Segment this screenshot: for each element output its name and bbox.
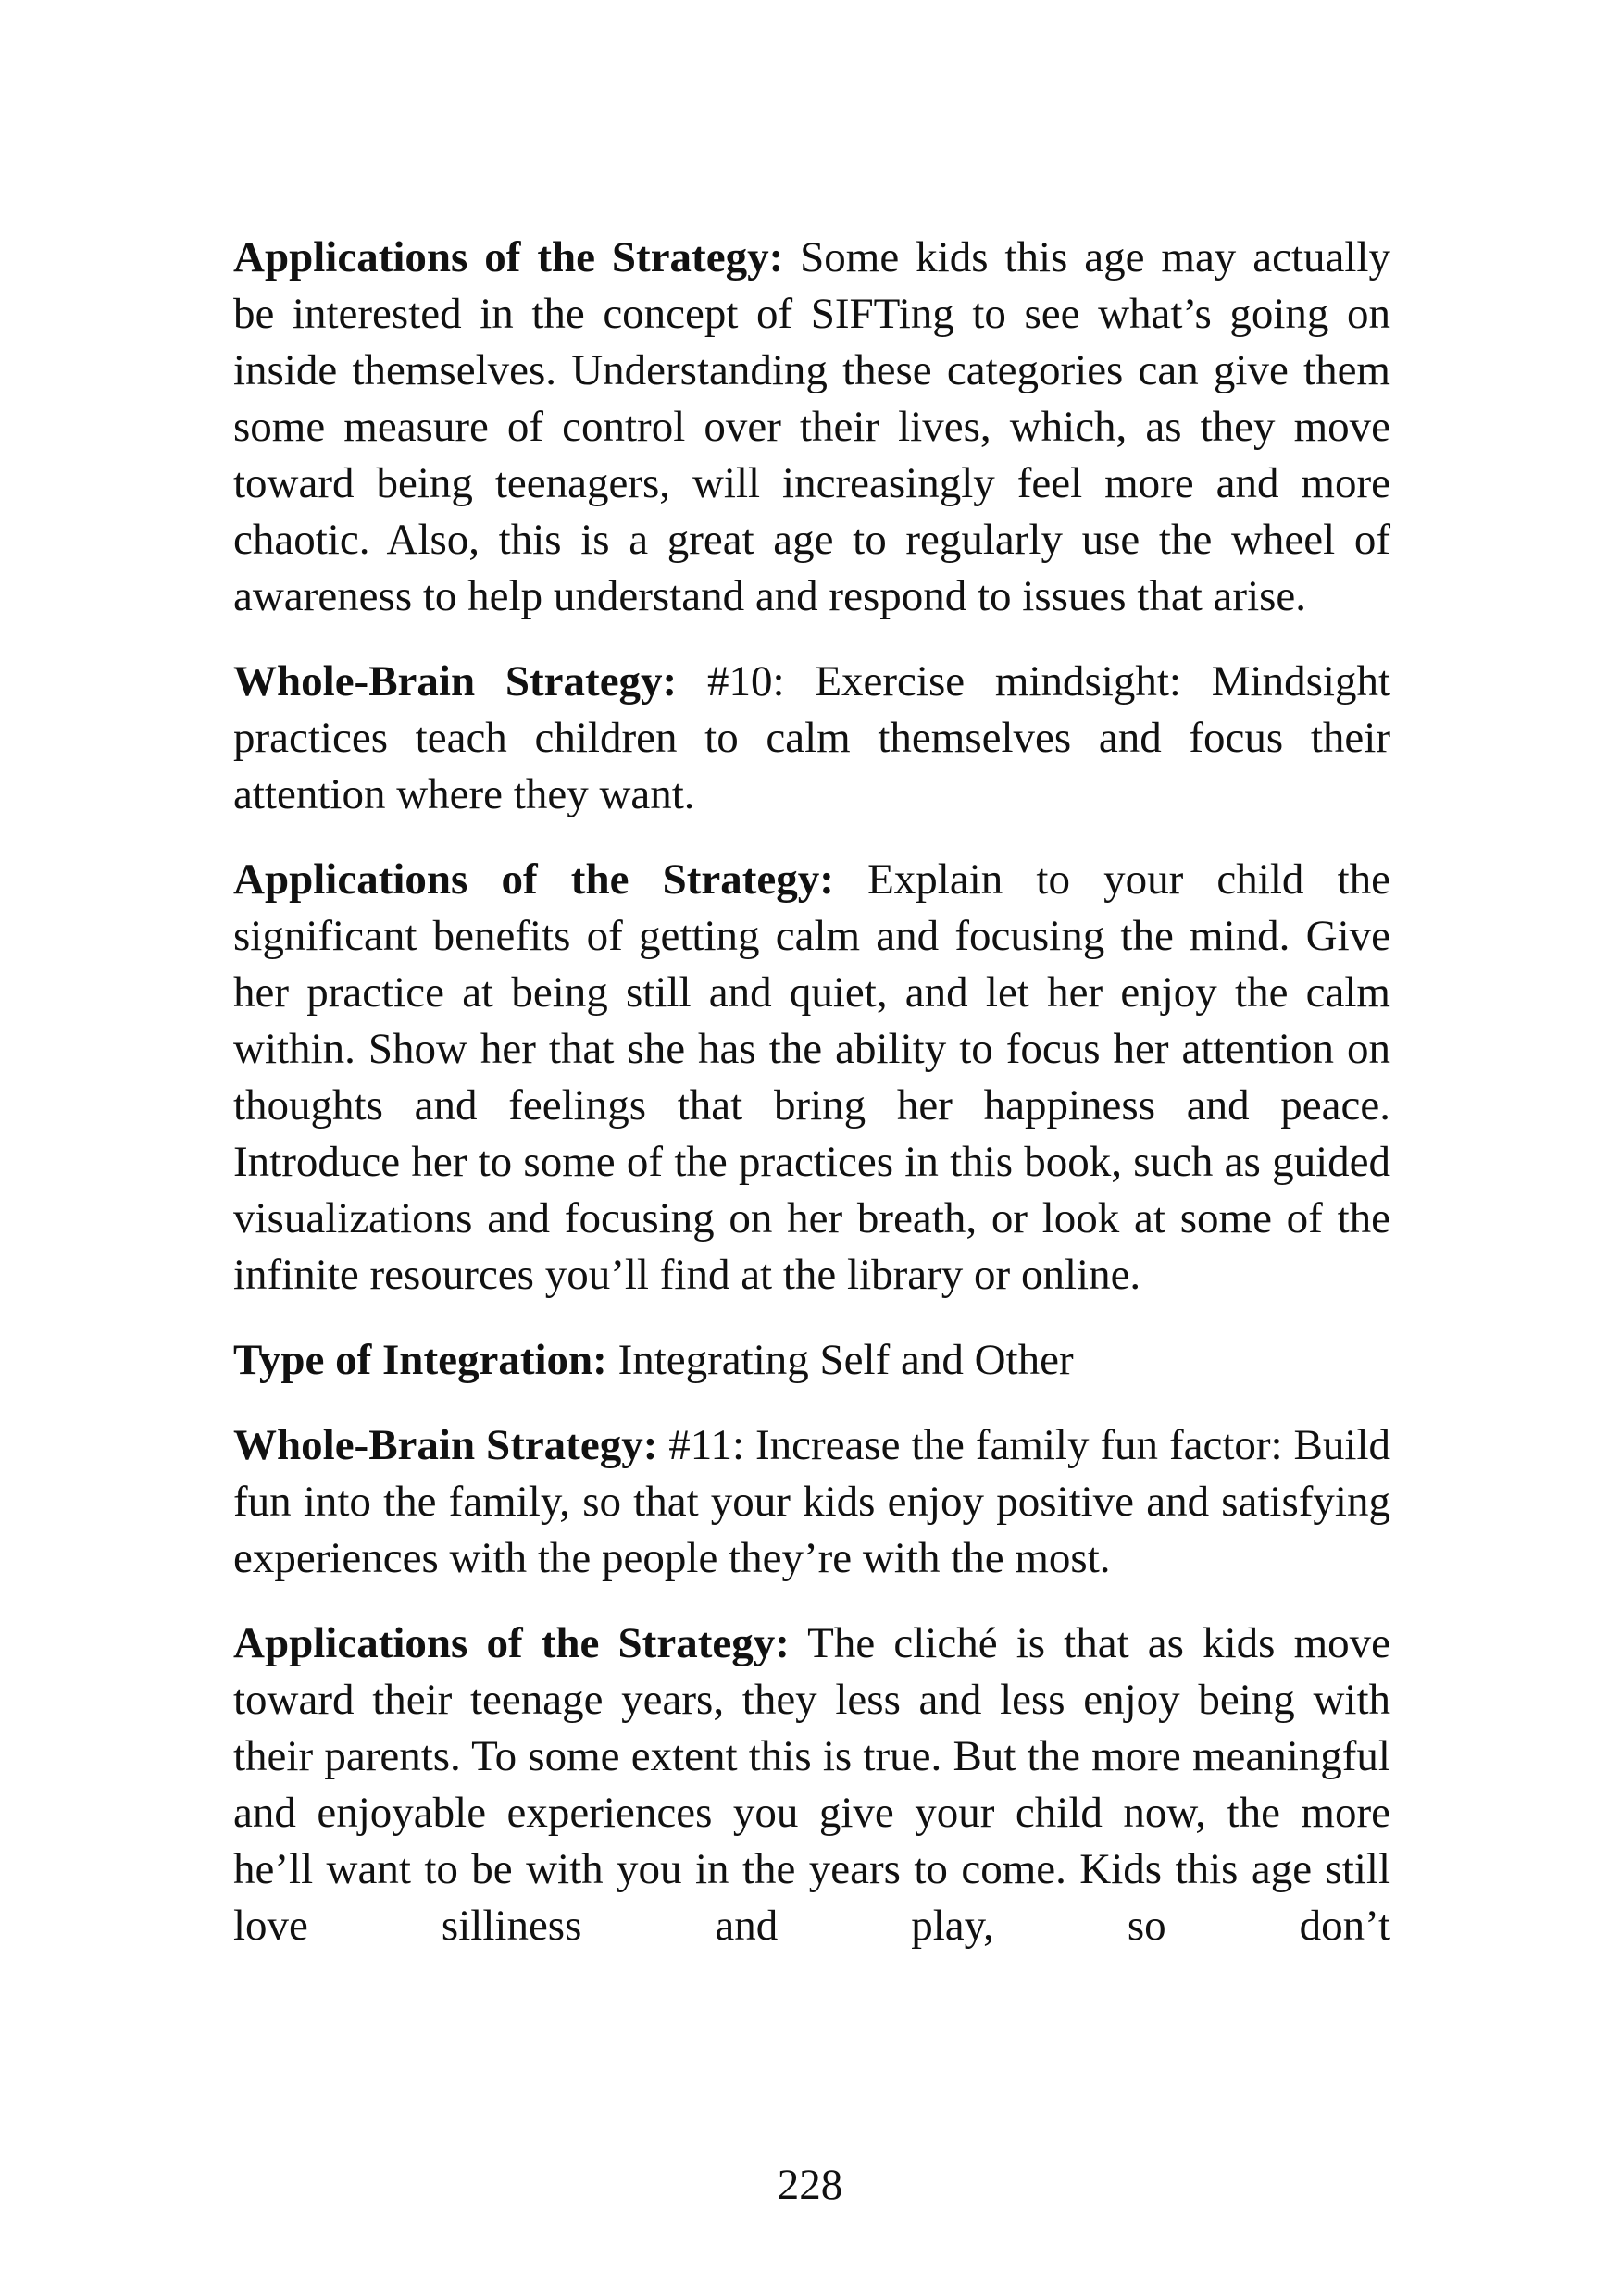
paragraph-text: Explain to your child the significant benefits of getting calm and focusing the mind. Give her practice at being still and quiet, and let her enjoy the calm within. Show her that she has the ability to focus her attention on thoughts and feelings that bring her happiness and peace. Introduce her to some of the practices in this book, such as guided visualizations and focusing on her breath, or look at some of the infinite resources you’ll find at the library or online. — [233, 855, 1390, 1299]
paragraph-applications-mindsight — [233, 852, 1390, 1304]
paragraph-label: Whole-Brain Strategy: — [233, 657, 678, 705]
paragraph-strategy-11 — [233, 1417, 1390, 1587]
paragraph-type-of-integration — [233, 1332, 1390, 1389]
paragraph-applications-sifting — [233, 230, 1390, 625]
paragraph-text: The cliché is that as kids move toward their teenage years, they less and less enjoy being with their parents. To some extent this is true. But the more meaningful and enjoyable experiences you give your child now, the more he’ll want to be with you in the years to come. Kids this age still love silliness and play, so don’t — [233, 1619, 1390, 1950]
page-text-body — [233, 230, 1390, 1983]
paragraph-text: #11: Increase the family fun factor: Build fun into the family, so that your kids enjoy positive and satisfying experiences with the people they’re with the most. — [233, 1421, 1390, 1582]
paragraph-label: Applications of the Strategy: — [233, 233, 784, 281]
paragraph-label: Type of Integration: — [233, 1336, 607, 1384]
paragraph-text: #10: Exercise mindsight: Mindsight practices teach children to calm themselves and focus their attention where they want. — [233, 657, 1391, 818]
paragraph-label: Applications of the Strategy: — [233, 1619, 790, 1667]
paragraph-text: Some kids this age may actually be interested in the concept of SIFTing to see what’s going on inside themselves. Understanding these categories can give them some measure of control over their lives, which, as they move toward being teenagers, will increasingly feel more and more chaotic. Also, this is a great age to regularly use the wheel of awareness to help understand and respond to issues that arise. — [233, 233, 1390, 620]
paragraph-label: Whole-Brain Strategy: — [233, 1421, 658, 1469]
paragraph-text: Integrating Self and Other — [606, 1336, 1074, 1384]
paragraph-label: Applications of the Strategy: — [233, 855, 834, 904]
page-number: 228 — [777, 2161, 843, 2209]
paragraph-strategy-10 — [233, 654, 1390, 823]
paragraph-applications-family-fun — [233, 1616, 1390, 1954]
